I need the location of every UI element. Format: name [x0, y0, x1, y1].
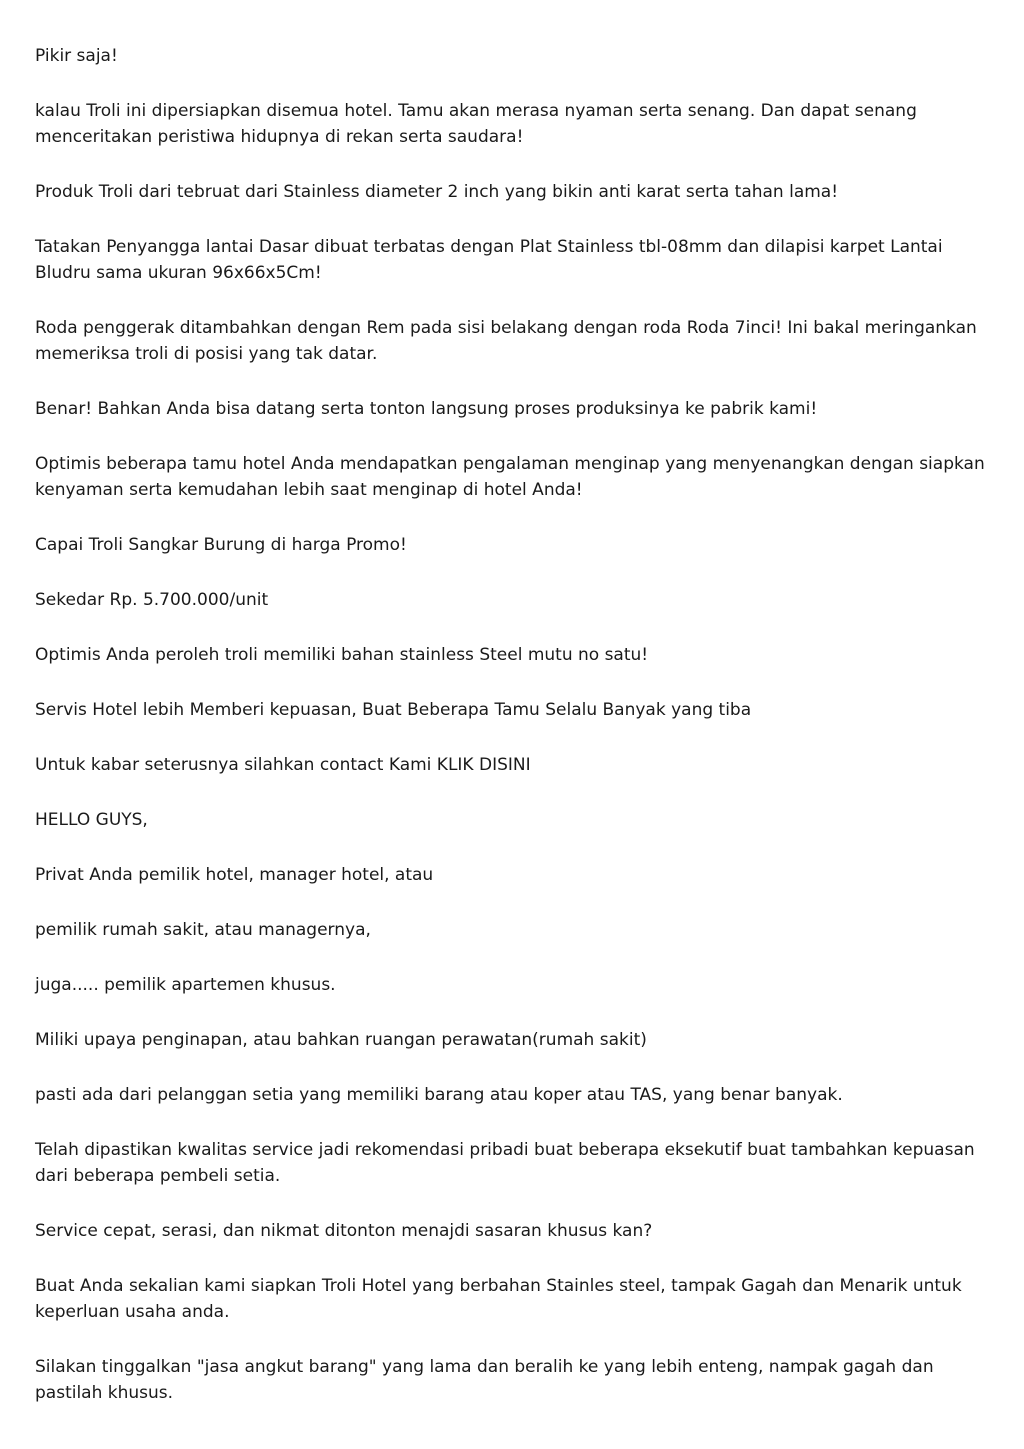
- paragraph: juga..... pemilik apartemen khusus.: [35, 975, 336, 995]
- document-body: [35, 43, 995, 1435]
- paragraph: Telah dipastikan kwalitas service jadi rekomendasi pribadi buat beberapa eksekutif buat tambahkan kepuasan dari beberapa pembeli setia.: [35, 1140, 975, 1186]
- paragraph: Privat Anda pemilik hotel, manager hotel, atau: [35, 865, 434, 885]
- paragraph: Service cepat, serasi, dan nikmat ditonton menajdi sasaran khusus kan?: [35, 1221, 653, 1241]
- paragraph: Benar! Bahkan Anda bisa datang serta tonton langsung proses produksinya ke pabrik kami!: [35, 399, 818, 419]
- paragraph: Pikir saja!: [35, 46, 118, 66]
- greeting-paragraph: HELLO GUYS,: [35, 810, 148, 830]
- paragraph: pasti ada dari pelanggan setia yang memiliki barang atau koper atau TAS, yang benar banyak.: [35, 1085, 843, 1105]
- paragraph: pemilik rumah sakit, atau managernya,: [35, 920, 371, 940]
- paragraph: Buat Anda sekalian kami siapkan Troli Hotel yang berbahan Stainles steel, tampak Gagah dan Menarik untuk keperluan usaha anda.: [35, 1276, 962, 1322]
- paragraph: Produk Troli dari tebruat dari Stainless diameter 2 inch yang bikin anti karat serta tahan lama!: [35, 182, 839, 202]
- paragraph: Miliki upaya penginapan, atau bahkan ruangan perawatan(rumah sakit): [35, 1030, 647, 1050]
- paragraph: Roda penggerak ditambahkan dengan Rem pada sisi belakang dengan roda Roda 7inci! Ini bakal meringankan memeriksa troli di posisi yang tak datar.: [35, 318, 977, 364]
- paragraph: Silakan tinggalkan "jasa angkut barang" yang lama dan beralih ke yang lebih enteng, nampak gagah dan pastilah khusus.: [35, 1357, 934, 1403]
- paragraph: Optimis beberapa tamu hotel Anda mendapatkan pengalaman menginap yang menyenangkan dengan siapkan kenyaman serta kemudahan lebih saat menginap di hotel Anda!: [35, 454, 985, 500]
- paragraph: Tatakan Penyangga lantai Dasar dibuat terbatas dengan Plat Stainless tbl-08mm dan dilapisi karpet Lantai Bludru sama ukuran 96x66x5Cm!: [35, 237, 943, 283]
- paragraph: Optimis Anda peroleh troli memiliki bahan stainless Steel mutu no satu!: [35, 645, 649, 665]
- paragraph: Servis Hotel lebih Memberi kepuasan, Buat Beberapa Tamu Selalu Banyak yang tiba: [35, 700, 752, 720]
- paragraph: Capai Troli Sangkar Burung di harga Promo!: [35, 535, 407, 555]
- price-paragraph: Sekedar Rp. 5.700.000/unit: [35, 590, 269, 610]
- contact-paragraph: Untuk kabar seterusnya silahkan contact Kami KLIK DISINI: [35, 755, 531, 775]
- paragraph: kalau Troli ini dipersiapkan disemua hotel. Tamu akan merasa nyaman serta senang. Dan dapat senang menceritakan peristiwa hidupnya di rekan serta saudara!: [35, 101, 917, 147]
